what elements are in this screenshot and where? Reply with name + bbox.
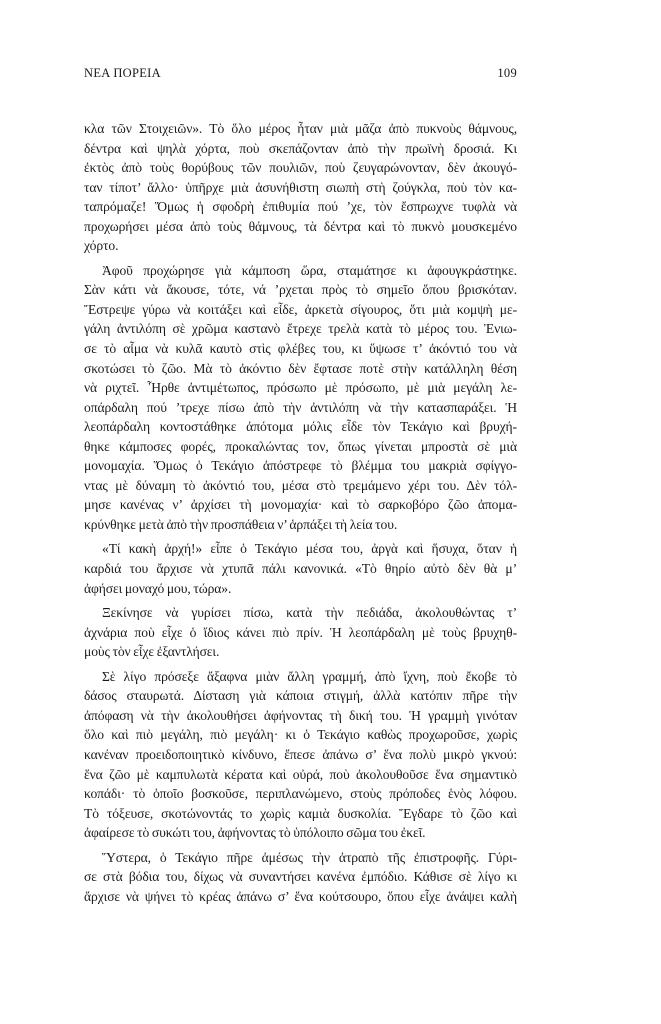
text-line: Ἀφοῦ προχώρησε γιὰ κάμποση ὥρα, σταμάτησε κι ἀφουγκράστηκε. [102, 262, 517, 278]
text-line: ἀφήσει μοναχό μου, τώρα». [84, 580, 232, 596]
text-line: ταν τίποτ’ ἄλλο· ὑπῆρχε μιὰ ἀσυνήθιστη σιωπὴ στὴ ζούγκλα, ποὺ τὸν κα- [84, 179, 517, 195]
text-line: δέντρα καὶ ψηλὰ χόρτα, ποὺ σκεπάζονταν ἀπὸ τὴν πρωϊνὴ δροσιά. Κι [84, 140, 517, 156]
text-line: μησε κανένας ν’ ἀρχίσει τὴ μονομαχία· καὶ τὸ σαρκοβόρο ζῶο ἀπομα- [84, 497, 517, 513]
text-line: σκοτώσει τὸ ζῶο. Μὰ τὸ ἀκόντιο δὲν ἔφτασε ποτὲ στὴν κατάλληλη θέση [84, 360, 517, 376]
text-line: νὰ ριχτεῖ. Ἦρθε ἀντιμέτωπος, πρόσωπο μὲ πρόσωπο, μὲ μιὰ μεγάλη λε- [84, 380, 517, 396]
text-line: ἀπόφαση νὰ τὴν ἀκολουθήσει ἀφήνοντας τὴ δική του. Ἡ γραμμὴ γινόταν [84, 707, 517, 723]
text-line: προχωρήσει μέσα ἀπὸ τοὺς θάμνους, τὰ δέντρα καὶ τὸ πυκνὸ μουσκεμένο [84, 218, 517, 234]
running-title: ΝΕΑ ΠΟΡΕΙΑ [84, 66, 161, 80]
text-line: σε τὸ αἷμα νὰ κυλᾶ καυτὸ στὶς φλέβες του, κι ὕψωσε τ’ ἀκόντιό του νὰ [84, 341, 517, 357]
text-line: Τὸ τόξευσε, σκοτώνοντάς το χωρὶς καμιὰ δυσκολία. Ἔγδαρε τὸ ζῶο καὶ [84, 805, 517, 821]
text-line: δάσος σταυρωτά. Δίσταση γιὰ κάποια στιγμή, ἀλλὰ κατόπιν πῆρε τὴν [84, 688, 517, 704]
paragraph-3 [84, 539, 517, 598]
text-line: κλα τῶν Στοιχειῶν». Τὸ ὅλο μέρος ἦταν μιὰ μᾶζα ἀπὸ πυκνοὺς θάμνους, [84, 121, 517, 136]
paragraph-6 [84, 848, 517, 907]
text-line: μοὺς τὸν εἶχε ἐξαντλήσει. [84, 644, 220, 660]
text-line: κανέναν προειδοποιητικὸ κίνδυνο, ἔπεσε ἀπάνω σ’ ἕνα πολὺ μικρὸ γκνού: [84, 746, 517, 762]
paragraph-2 [84, 261, 517, 535]
text-line: ἀφαίρεσε τὸ συκώτι του, ἀφήνοντας τὸ ὑπόλοιπο σῶμα του ἐκεῖ. [84, 825, 426, 841]
text-line: Ὕστερα, ὁ Τεκάγιο πῆρε ἀμέσως τὴν ἀτραπὸ τῆς ἐπιστροφῆς. Γύρι- [102, 849, 517, 865]
text-line: Σὰν κάτι νὰ ἄκουσε, τότε, νά ’ρχεται πρὸς τὸ σημεῖο ὅπου βρισκόταν. [84, 282, 517, 298]
text-line: οπάρδαλη πού ’τρεχε πίσω ἀπὸ τὴν ἀντιλόπη νὰ τὴν κατασπαράξει. Ἡ [84, 399, 517, 415]
text-line: «Τί κακὴ ἀρχή!» εἶπε ὁ Τεκάγιο μέσα του, ἀργὰ καὶ ἥσυχα, ὅταν ἡ [102, 541, 517, 557]
text-line: χόρτο. [84, 238, 119, 254]
text-line: κρύνθηκε μετὰ ἀπὸ τὴν προσπάθεια ν’ ἁρπάξει τὴ λεία του. [84, 516, 398, 532]
text-line: θηκε κάμποσες φορές, προκαλώντας τον, ὅπως γίνεται μπροστὰ σὲ μιὰ [84, 438, 517, 454]
running-header [84, 66, 517, 84]
text-line: λεοπάρδαλη κοντοστάθηκε ἀπότομα μόλις εἶδε τὸν Τεκάγιο καὶ βρυχή- [84, 419, 517, 435]
paragraph-5 [84, 667, 517, 843]
text-line: ἄρχισε νὰ ψήνει τὸ κρέας ἀπάνω σ’ ἕνα κούτσουρο, ὅπου εἶχε ἀνάψει καλὴ [84, 888, 517, 904]
page-number: 109 [497, 66, 517, 80]
text-line: ταπρόμαζε! Ὅμως ἡ σφοδρὴ ἐπιθυμία πού ’χε, τὸν ἔσπρωχνε τυφλὰ νὰ [84, 199, 517, 215]
text-line: ντας μὲ δύναμη τὸ ἀκόντιό του, μέσα στὸ τρεμάμενο χέρι του. Δὲν τόλ- [84, 477, 517, 493]
text-line: ὅλο καὶ πιὸ μεγάλη, πιὸ μεγάλη· κι ὁ Τεκάγιο καθὼς προχωροῦσε, χωρὶς [84, 727, 517, 743]
text-line: μονομαχία. Ὅμως ὁ Τεκάγιο ἀπόστρεφε τὸ βλέμμα του μακριὰ σφίγγο- [84, 458, 517, 474]
paragraph-4 [84, 603, 517, 662]
text-line: Ξεκίνησε νὰ γυρίσει πίσω, κατὰ τὴν πεδιάδα, ἀκολουθώντας τ’ [102, 605, 517, 621]
body-text [84, 119, 517, 906]
text-line: κοπάδι· τὸ ὁποῖο βοσκοῦσε, περιπλανώμενο, στοὺς πρόποδες ἑνὸς λόφου. [84, 786, 517, 802]
text-line: Σὲ λίγο πρόσεξε ἄξαφνα μιὰν ἄλλη γραμμή, ἀπὸ ἴχνη, ποὺ ἔκοβε τὸ [102, 668, 517, 684]
paragraph-1 [84, 119, 517, 256]
text-line: ἀχνάρια ποὺ εἶχε ὁ ἴδιος κάνει πιὸ πρίν. Ἡ λεοπάρδαλη μὲ τοὺς βρυχηθ- [84, 624, 517, 640]
text-line: ἕνα ζῶο μὲ καμπυλωτὰ κέρατα καὶ οὐρά, ποὺ ἀκολουθοῦσε ἕνα σημαντικὸ [84, 766, 517, 782]
text-line: Ἔστρεψε γύρω νὰ κοιτάξει καὶ εἶδε, ἀρκετὰ σίγουρος, ὅτι μιὰ κομψὴ με- [84, 301, 517, 317]
text-line: ἐκτὸς ἀπὸ τοὺς θορύβους τῶν πουλιῶν, ποὺ ζευγαρώνονταν, δὲν ἀκουγό- [84, 160, 517, 176]
text-line: γάλη ἀντιλόπη σὲ χρῶμα καστανὸ ἔτρεχε τρελὰ κατὰ τὸ μέρος του. Ἐνιω- [84, 321, 517, 337]
text-line: σε στὰ βόδια του, δίχως νὰ συναντήσει κανένα ἐμπόδιο. Κάθισε σὲ λίγο κι [84, 869, 517, 885]
text-line: καρδιά του ἄρχισε νὰ χτυπᾶ πάλι κανονικά. «Τὸ θηρίο αὐτὸ δὲν θὰ μ’ [84, 561, 517, 577]
